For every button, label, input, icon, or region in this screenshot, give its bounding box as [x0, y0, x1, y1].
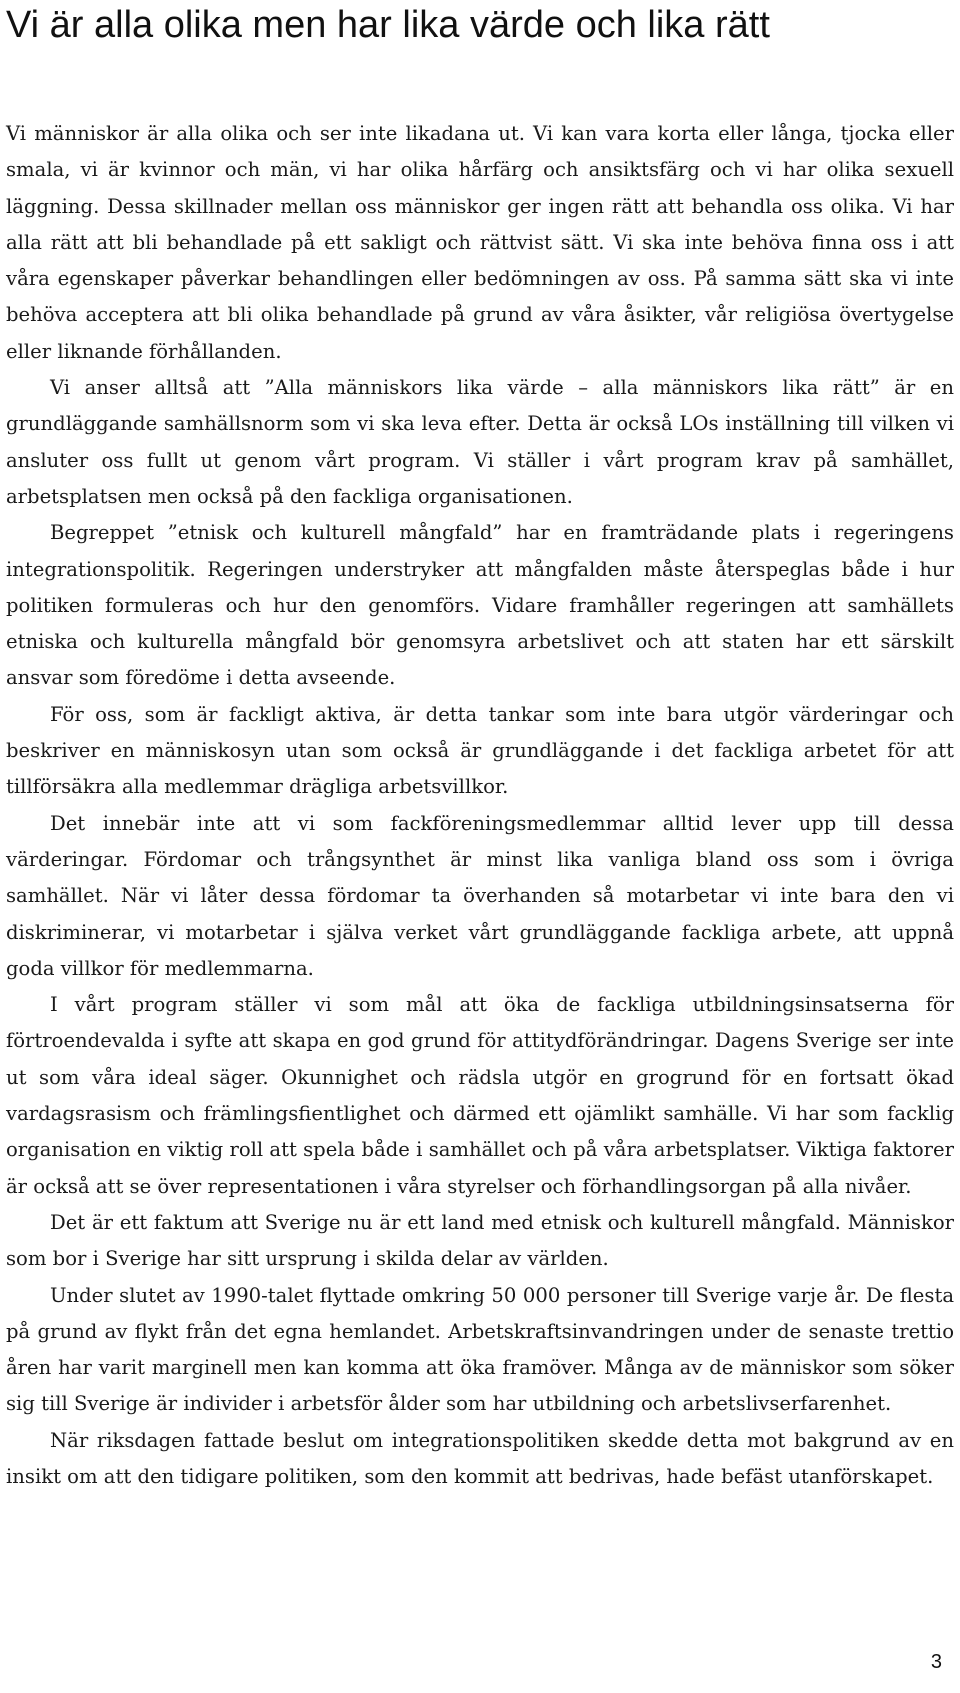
paragraph-9: När riksdagen fattade beslut om integrationspolitiken skedde detta mot bakgrund av en insikt om att den tidigare politiken, som den kommit att bedrivas, hade befäst utanförskapet. [6, 1428, 954, 1488]
body-text [6, 116, 954, 1495]
paragraph-4: För oss, som är fackligt aktiva, är detta tankar som inte bara utgör värderingar och beskriver en människosyn utan som också är grundläggande i det fackliga arbetet för att tillförsäkra alla medlemmar drägliga arbetsvillkor. [6, 702, 954, 799]
paragraph-6: I vårt program ställer vi som mål att öka de fackliga utbildningsinsatserna för förtroendevalda i syfte att skapa en god grund för attitydförändringar. Dagens Sverige ser inte ut som våra ideal säger. Okunnighet och rädsla utgör en grogrund för en fortsatt ökad vardagsrasism och främlingsfientlighet och därmed ett ojämlikt samhälle. Vi har som facklig organisation en viktig roll att spela både i samhället och på våra arbetsplatser. Viktiga faktorer är också att se över representationen i våra styrelser och förhandlingsorgan på alla nivåer. [6, 993, 954, 1198]
page-number: 3 [930, 1651, 942, 1673]
page-title: Vi är alla olika men har lika värde och lika rätt [6, 4, 770, 46]
paragraph-1: Vi människor är alla olika och ser inte likadana ut. Vi kan vara korta eller långa, tjocka eller smala, vi är kvinnor och män, vi har olika hårfärg och ansiktsfärg och vi har olika sexuell läggning. Dessa skillnader mellan oss människor ger ingen rätt att behandla oss olika. Vi har alla rätt att bli behandlade på ett sakligt och rättvist sätt. Vi ska inte behöva finna oss i att våra egenskaper påverkar behandlingen eller bedömningen av oss. På samma sätt ska vi inte behöva acceptera att bli olika behandlade på grund av våra åsikter, vår religiösa övertygelse eller liknande förhållanden. [6, 122, 954, 363]
paragraph-3: Begreppet ”etnisk och kulturell mångfald” har en framträdande plats i regeringens integrationspolitik. Regeringen understryker att mångfalden måste återspeglas både i hur politiken formuleras och hur den genomförs. Vidare framhåller regeringen att samhällets etniska och kulturella mångfald bör genomsyra arbetslivet och att staten har ett särskilt ansvar som föredöme i detta avseende. [6, 521, 954, 690]
paragraph-7: Det är ett faktum att Sverige nu är ett land med etnisk och kulturell mångfald. Människor som bor i Sverige har sitt ursprung i skilda delar av världen. [6, 1210, 954, 1271]
paragraph-2: Vi anser alltså att ”Alla människors lika värde – alla människors lika rätt” är en grundläggande samhällsnorm som vi ska leva efter. Detta är också LOs inställning till vilken vi ansluter oss fullt ut genom vårt program. Vi ställer i vårt program krav på samhället, arbetsplatsen men också på den fackliga organisationen. [6, 376, 954, 508]
paragraph-8: Under slutet av 1990-talet flyttade omkring 50 000 personer till Sverige varje år. De flesta på grund av flykt från det egna hemlandet. Arbetskraftsinvandringen under de senaste trettio åren har varit marginell men kan komma att öka framöver. Många av de människor som söker sig till Sverige är individer i arbetsför ålder som har utbildning och arbetslivserfarenhet. [6, 1283, 954, 1416]
paragraph-5: Det innebär inte att vi som fackföreningsmedlemmar alltid lever upp till dessa värderingar. Fördomar och trångsynthet är minst lika vanliga bland oss som i övriga samhället. När vi låter dessa fördomar ta överhanden så motarbetar vi inte bara den vi diskriminerar, vi motarbetar i själva verket vårt grundläggande fackliga arbete, att uppnå goda villkor för medlemmarna. [6, 811, 954, 980]
